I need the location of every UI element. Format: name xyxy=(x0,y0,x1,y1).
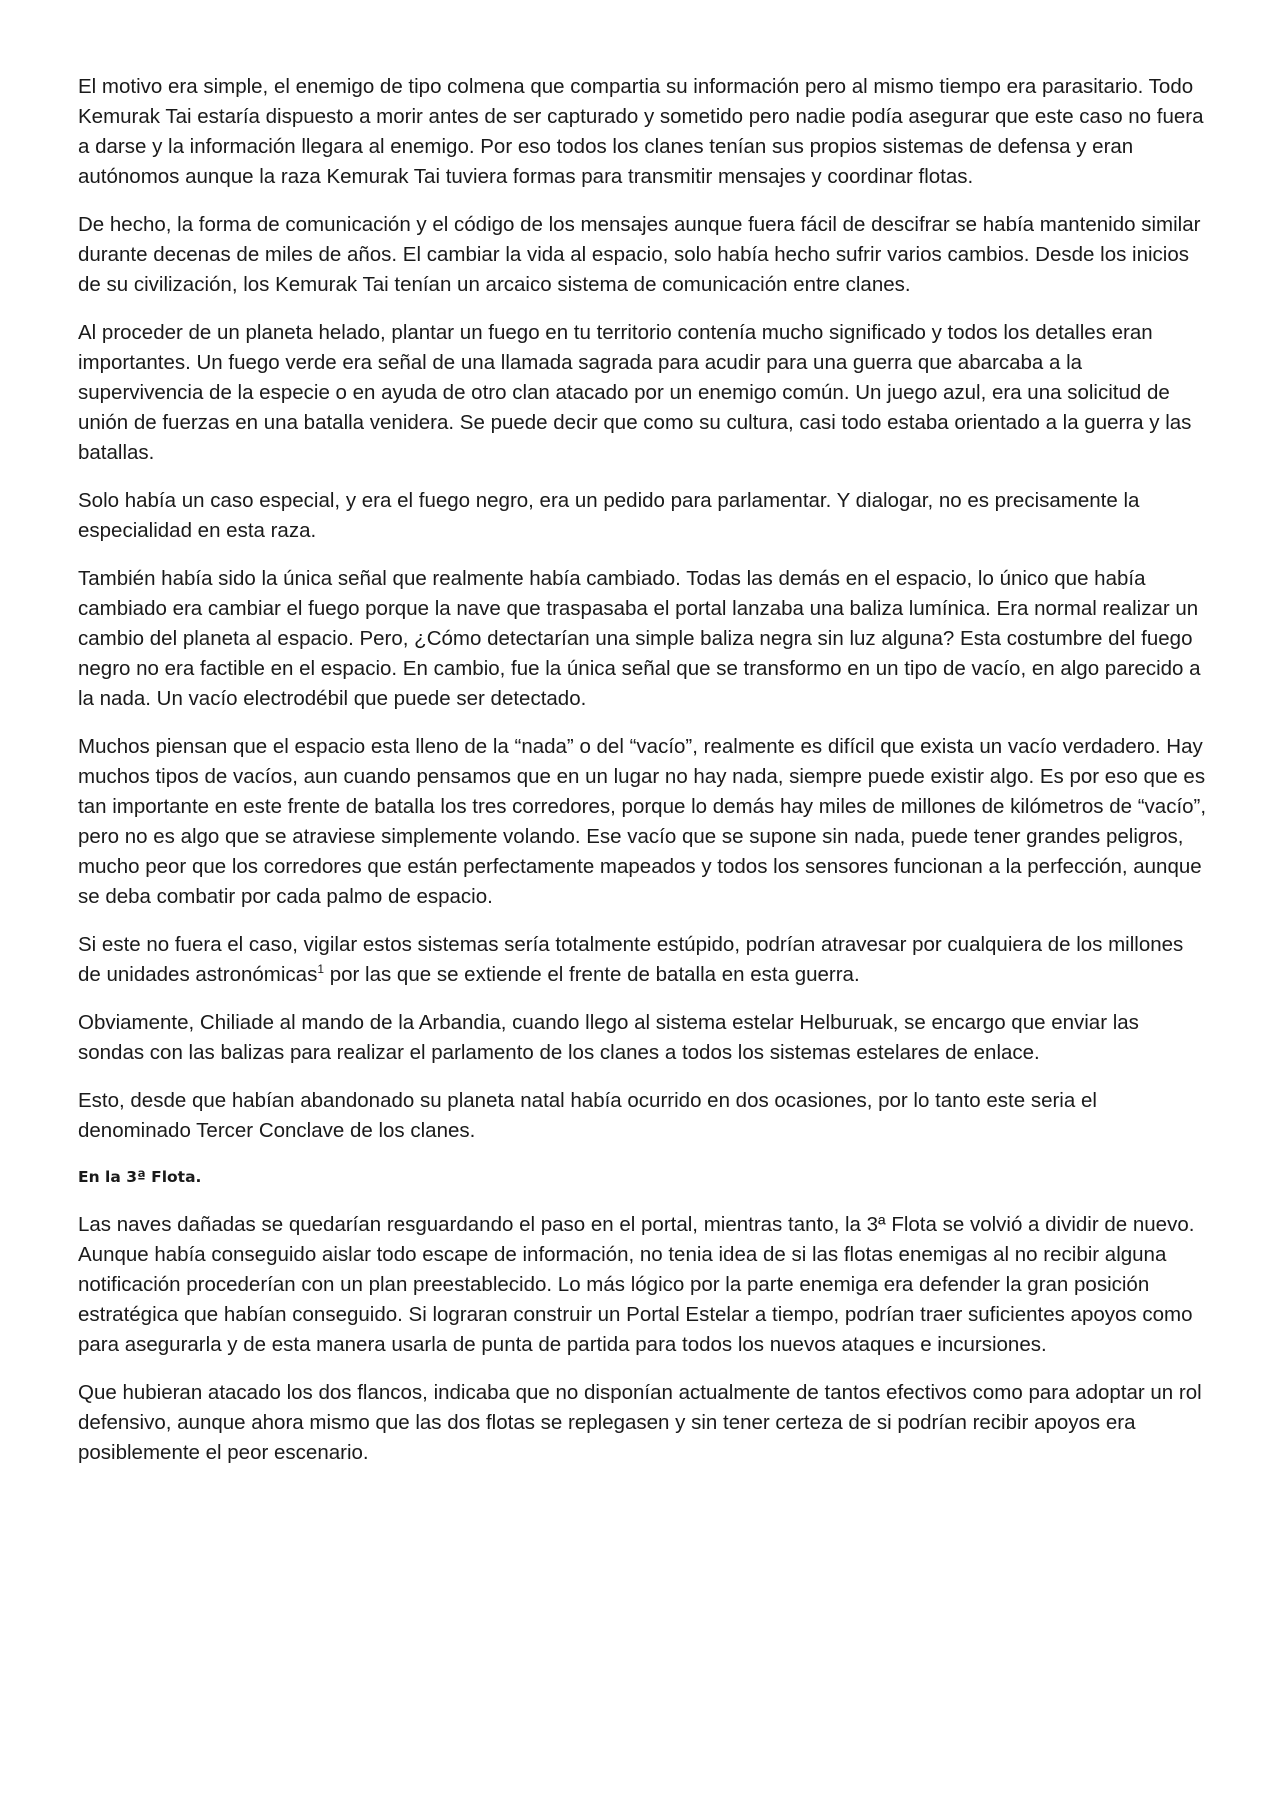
paragraph-2: De hecho, la forma de comunicación y el código de los mensajes aunque fuera fácil de descifrar se había mantenido similar durante decenas de miles de años. El cambiar la vida al espacio, solo había hecho sufrir varios cambios. Desde los inicios de su civilización, los Kemurak Tai tenían un arcaico sistema de comunicación entre clanes. xyxy=(78,213,1201,296)
paragraph-10: Las naves dañadas se quedarían resguardando el paso en el portal, mientras tanto, la 3ª Flota se volvió a dividir de nuevo. Aunque había conseguido aislar todo escape de información, no tenia idea de si las flotas enemigas al no recibir alguna notificación procederían con un plan preestablecido. Lo más lógico por la parte enemiga era defender la gran posición estratégica que habían conseguido. Si lograran construir un Portal Estelar a tiempo, podrían traer suficientes apoyos como para asegurarla y de esta manera usarla de punta de partida para todos los nuevos ataques e incursiones. xyxy=(78,1213,1195,1356)
paragraph-4: Solo había un caso especial, y era el fuego negro, era un pedido para parlamentar. Y dialogar, no es precisamente la especialidad en esta raza. xyxy=(78,489,1140,542)
paragraph-7-text-after: por las que se extiende el frente de batalla en esta guerra. xyxy=(324,963,860,986)
paragraph-5: También había sido la única señal que realmente había cambiado. Todas las demás en el espacio, lo único que había cambiado era cambiar el fuego porque la nave que traspasaba el portal lanzaba una baliza lumínica. Era normal realizar un cambio del planeta al espacio. Pero, ¿Cómo detectarían una simple baliza negra sin luz alguna? Esta costumbre del fuego negro no era factible en el espacio. En cambio, fue la única señal que se transformo en un tipo de vacío, en algo parecido a la nada. Un vacío electrodébil que puede ser detectado. xyxy=(78,567,1201,710)
paragraph-9: Esto, desde que habían abandonado su planeta natal había ocurrido en dos ocasiones, por lo tanto este seria el denominado Tercer Conclave de los clanes. xyxy=(78,1089,1097,1142)
paragraph-1: El motivo era simple, el enemigo de tipo colmena que compartia su información pero al mismo tiempo era parasitario. Todo Kemurak Tai estaría dispuesto a morir antes de ser capturado y sometido pero nadie podía asegurar que este caso no fuera a darse y la información llegara al enemigo. Por eso todos los clanes tenían sus propios sistemas de defensa y eran autónomos aunque la raza Kemurak Tai tuviera formas para transmitir mensajes y coordinar flotas. xyxy=(78,75,1204,188)
paragraph-11: Que hubieran atacado los dos flancos, indicaba que no disponían actualmente de tantos efectivos como para adoptar un rol defensivo, aunque ahora mismo que las dos flotas se replegasen y sin tener certeza de si podrían recibir apoyos era posiblemente el peor escenario. xyxy=(78,1381,1202,1464)
paragraph-7 xyxy=(78,930,1208,990)
paragraph-6: Muchos piensan que el espacio esta lleno de la “nada” o del “vacío”, realmente es difícil que exista un vacío verdadero. Hay muchos tipos de vacíos, aun cuando pensamos que en un lugar no hay nada, siempre puede existir algo. Es por eso que es tan importante en este frente de batalla los tres corredores, porque lo demás hay miles de millones de kilómetros de “vacío”, pero no es algo que se atraviese simplemente volando. Ese vacío que se supone sin nada, puede tener grandes peligros, mucho peor que los corredores que están perfectamente mapeados y todos los sensores funcionan a la perfección, aunque se deba combatir por cada palmo de espacio. xyxy=(78,735,1207,908)
document-page xyxy=(78,72,1208,1486)
section-heading: En la 3ª Flota. xyxy=(78,1168,202,1186)
paragraph-7-text-before: Si este no fuera el caso, vigilar estos sistemas sería totalmente estúpido, podrían atravesar por cualquiera de los millones de unidades astronómicas xyxy=(78,933,1184,986)
footnote-reference: 1 xyxy=(317,962,325,977)
paragraph-8: Obviamente, Chiliade al mando de la Arbandia, cuando llego al sistema estelar Helburuak, se encargo que enviar las sondas con las balizas para realizar el parlamento de los clanes a todos los sistemas estelares de enlace. xyxy=(78,1011,1139,1064)
paragraph-3: Al proceder de un planeta helado, plantar un fuego en tu territorio contenía mucho significado y todos los detalles eran importantes. Un fuego verde era señal de una llamada sagrada para acudir para una guerra que abarcaba a la supervivencia de la especie o en ayuda de otro clan atacado por un enemigo común. Un juego azul, era una solicitud de unión de fuerzas en una batalla venidera. Se puede decir que como su cultura, casi todo estaba orientado a la guerra y las batallas. xyxy=(78,321,1192,464)
